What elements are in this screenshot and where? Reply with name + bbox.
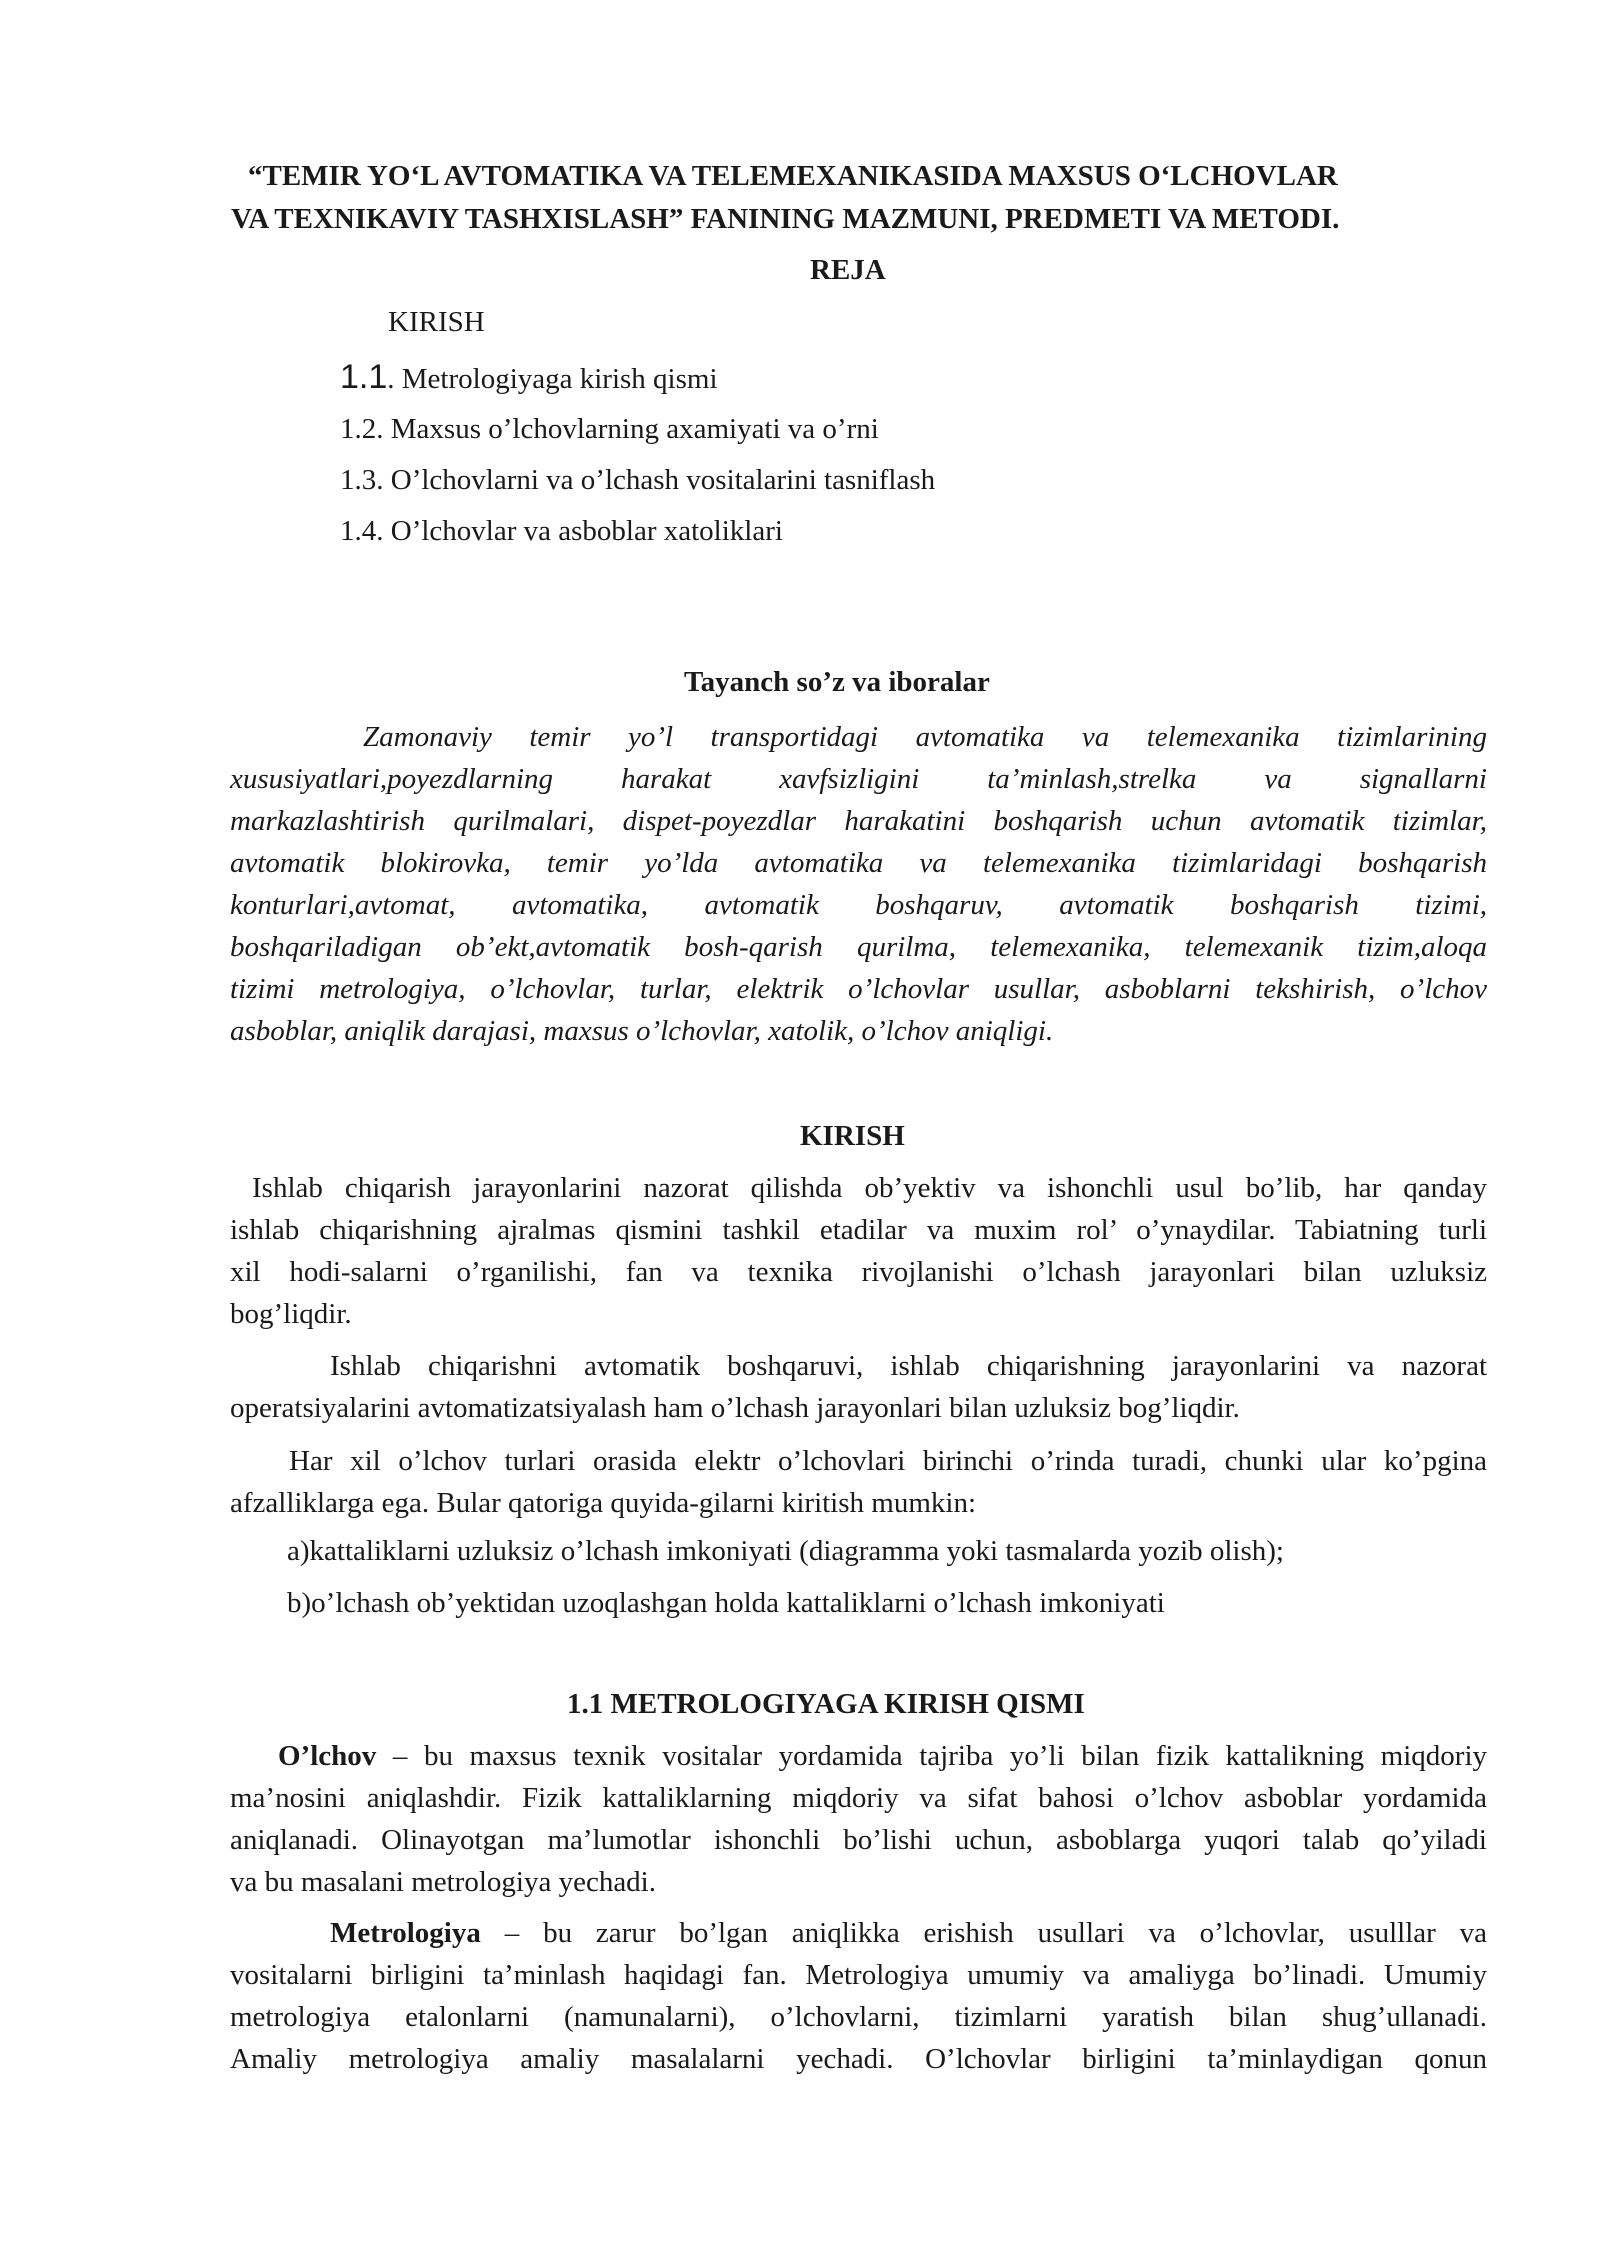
intro-p1-line-4: bog’liqdir. <box>230 1298 352 1330</box>
plan-item-1-1-text: . Metrologiyaga kirish qismi <box>387 363 718 395</box>
keywords-line-1: Zamonaviy temir yo’l transportidagi avtomatika va telemexanika tizimlarining <box>363 721 1487 753</box>
keywords-line-2: xususiyatlari,poyezdlarning harakat xavfsizligini ta’minlash,strelka va signallarni <box>230 763 1487 795</box>
term-metrologiya: Metrologiya <box>330 1917 481 1949</box>
keywords-line-4: avtomatik blokirovka, temir yo’lda avtomatika va telemexanika tizimlaridagi boshqarish <box>230 847 1487 879</box>
intro-p2-line-1: Ishlab chiqarishni avtomatik boshqaruvi, ishlab chiqarishning jarayonlarini va nazorat <box>330 1350 1487 1382</box>
intro-heading: KIRISH <box>800 1120 905 1152</box>
section-1-1-p1-line-1-text: – bu maxsus texnik vositalar yordamida tajriba yo’li bilan fizik kattalikning miqdoriy <box>376 1740 1487 1772</box>
plan-heading: REJA <box>810 254 886 286</box>
section-1-1-p1-line-1 <box>278 1735 1487 1777</box>
keywords-line-3: markazlashtirish qurilmalari, dispet-poyezdlar harakatini boshqarish uchun avtomatik tizimlar, <box>230 805 1487 837</box>
document-title-line-2: VA TEXNIKAVIY TASHXISLASH” FANINING MAZMUNI, PREDMETI VA METODI. <box>231 203 1340 235</box>
intro-p3-line-2: afzalliklarga ega. Bular qatoriga quyida-gilarni kiritish mumkin: <box>230 1487 976 1519</box>
plan-item-1-1-number: 1.1 <box>340 358 388 396</box>
intro-item-b: b)o’lchash ob’yektidan uzoqlashgan holda kattaliklarni o’lchash imkoniyati <box>287 1587 1165 1619</box>
plan-item-intro: KIRISH <box>388 306 485 338</box>
section-1-1-heading: 1.1 METROLOGIYAGA KIRISH QISMI <box>567 1688 1085 1720</box>
intro-p2-line-2: operatsiyalarini avtomatizatsiyalash ham o’lchash jarayonlari bilan uzluksiz bog’liqdir. <box>230 1392 1240 1424</box>
keywords-line-8: asboblar, aniqlik darajasi, maxsus o’lchovlar, xatolik, o’lchov aniqligi. <box>230 1015 1054 1047</box>
section-1-1-p2-line-2: vositalarni birligini ta’minlash haqidagi fan. Metrologiya umumiy va amaliyga bo’linadi. Umumiy <box>230 1959 1487 1991</box>
document-title-line-1: “TEMIR YO‘L AVTOMATIKA VA TELEMEXANIKASIDA MAXSUS O‘LCHOVLAR <box>248 160 1338 192</box>
plan-item-1-3: 1.3. O’lchovlarni va o’lchash vositalarini tasniflash <box>340 464 936 496</box>
keywords-line-6: boshqariladigan ob’ekt,avtomatik bosh-qarish qurilma, telemexanika, telemexanik tizim,aloqa <box>230 931 1487 963</box>
section-1-1-p2-line-1-text: – bu zarur bo’lgan aniqlikka erishish usullari va o’lchovlar, usulllar va <box>480 1917 1487 1949</box>
intro-p1-line-1: Ishlab chiqarish jarayonlarini nazorat qilishda ob’yektiv va ishonchli usul bo’lib, har qanday <box>252 1172 1487 1204</box>
section-1-1-p1-line-3: aniqlanadi. Olinayotgan ma’lumotlar ishonchli bo’lishi uchun, asboblarga yuqori talab qo’yiladi <box>230 1824 1487 1856</box>
section-1-1-p1-line-2: ma’nosini aniqlashdir. Fizik kattaliklarning miqdoriy va sifat bahosi o’lchov asboblar yordamida <box>230 1782 1487 1814</box>
section-1-1-p2-line-1 <box>330 1912 1487 1954</box>
plan-item-1-4: 1.4. O’lchovlar va asboblar xatoliklari <box>340 515 783 547</box>
plan-item-1-1 <box>340 358 718 397</box>
section-1-1-p2-line-4: Amaliy metrologiya amaliy masalalarni yechadi. O’lchovlar birligini ta’minlaydigan qonun <box>230 2043 1487 2075</box>
intro-p1-line-3: xil hodi-salarni o’rganilishi, fan va texnika rivojlanishi o’lchash jarayonlari bilan uzluksiz <box>230 1256 1487 1288</box>
keywords-line-7: tizimi metrologiya, o’lchovlar, turlar, elektrik o’lchovlar usullar, asboblarni tekshirish, o’lchov <box>230 973 1487 1005</box>
intro-p3-line-1: Har xil o’lchov turlari orasida elektr o’lchovlari birinchi o’rinda turadi, chunki ular ko’pgina <box>289 1445 1487 1477</box>
plan-item-1-2: 1.2. Maxsus o’lchovlarning axamiyati va o’rni <box>340 413 879 445</box>
intro-p1-line-2: ishlab chiqarishning ajralmas qismini tashkil etadilar va muxim rol’ o’ynaydilar. Tabiatning turli <box>230 1214 1487 1246</box>
section-1-1-p2-line-3: metrologiya etalonlarni (namunalarni), o’lchovlarni, tizimlarni yaratish bilan shug’ullanadi. <box>230 2001 1487 2033</box>
keywords-heading: Tayanch so’z va iboralar <box>684 666 990 698</box>
intro-item-a: a)kattaliklarni uzluksiz o’lchash imkoniyati (diagramma yoki tasmalarda yozib olish); <box>287 1535 1284 1567</box>
keywords-line-5: konturlari,avtomat, avtomatika, avtomatik boshqaruv, avtomatik boshqarish tizimi, <box>230 889 1487 921</box>
section-1-1-p1-line-4: va bu masalani metrologiya yechadi. <box>230 1866 656 1898</box>
term-olchov: O’lchov <box>278 1740 377 1772</box>
